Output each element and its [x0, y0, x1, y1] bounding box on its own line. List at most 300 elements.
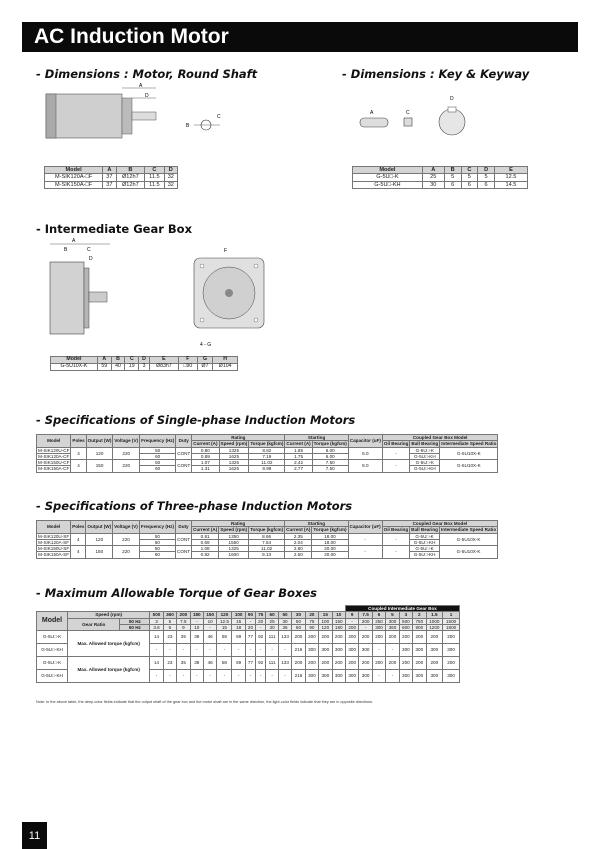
- table-cell: 200: [332, 657, 345, 670]
- table-cell: 1000: [426, 618, 443, 624]
- section-title-gearbox: - Intermediate Gear Box: [36, 222, 192, 236]
- table-cell: 200: [443, 631, 460, 644]
- table-cell: G-5U□-KH: [353, 181, 423, 188]
- table-cell: 11.5: [145, 181, 164, 188]
- table-cell: 1800: [443, 624, 460, 630]
- table-header-cell: Starting: [285, 435, 348, 441]
- table-cell: M-SIK150U-CF: [38, 460, 70, 466]
- table-cell: 133: [278, 657, 291, 670]
- table-cell: 111: [266, 631, 279, 644]
- gearbox-dimension-table: [50, 356, 238, 371]
- table-cell: -: [190, 618, 203, 624]
- table-cell: 10: [190, 624, 203, 630]
- table-cell: 500: [399, 618, 412, 624]
- table-cell: -: [190, 644, 203, 657]
- table-cell: 200: [386, 657, 399, 670]
- table-cell: -: [177, 644, 190, 657]
- page-number: 11: [22, 822, 47, 849]
- table-cell: G-5U□-KH: [37, 670, 68, 683]
- table-header-cell: Torque (kgfcm): [313, 441, 347, 447]
- table-header-cell: Output (W): [86, 521, 113, 534]
- table-row: [37, 447, 498, 453]
- table-cell: G-5U□-KH: [410, 552, 440, 558]
- table-cell: 220: [113, 460, 140, 473]
- table-cell: 2.80: [285, 546, 312, 552]
- table-header-cell: 500: [150, 612, 163, 618]
- table-cell: 1325: [219, 546, 249, 552]
- table-header-cell: 7.5: [359, 612, 372, 618]
- table-header-cell: 9: [345, 612, 358, 618]
- table-cell: G-5U□-KH: [410, 466, 440, 472]
- table-header-cell: 75: [256, 612, 266, 618]
- table-cell: 19: [125, 363, 139, 370]
- table-cell: 69: [232, 631, 245, 644]
- table-cell: 4: [71, 447, 86, 460]
- gearbox-front-drawing: [190, 248, 270, 354]
- table-cell: 0.81: [192, 533, 219, 539]
- table-cell: 1.75: [285, 453, 312, 459]
- table-row: [37, 460, 498, 466]
- table-cell: 1625: [219, 453, 249, 459]
- table-cell: □90: [179, 363, 198, 370]
- table-header-cell: Model: [51, 357, 98, 364]
- table-cell: 7.19: [249, 453, 285, 459]
- table-header-cell: Rating: [192, 521, 285, 527]
- table-cell: 7.50: [312, 466, 348, 472]
- table-cell: 2.60: [285, 552, 312, 558]
- table-header-cell: Coupled Gear Box Model: [382, 521, 497, 527]
- table-header-cell: Model: [37, 435, 71, 448]
- table-row: [37, 533, 498, 539]
- table-cell: -: [163, 670, 176, 683]
- table-header-cell: A: [422, 167, 444, 174]
- table-cell: -: [245, 670, 255, 683]
- table-cell: 75: [305, 618, 318, 624]
- table-cell: 2.35: [285, 533, 312, 539]
- table-cell: 300: [332, 644, 345, 657]
- table-cell: 46: [203, 631, 216, 644]
- table-header-cell: Ball Bearing: [411, 527, 438, 533]
- table-cell: M-SIK120A-CF: [38, 453, 70, 459]
- table-header-cell: Model: [45, 167, 103, 174]
- table-cell: 60: [140, 453, 176, 459]
- table-cell: 32: [164, 174, 177, 181]
- table-header-cell: Poles: [71, 435, 86, 448]
- section-title-three: - Specifications of Three-phase Induction Motors: [36, 499, 353, 513]
- table-cell: Ø83h7: [149, 363, 178, 370]
- table-cell: -: [382, 447, 410, 460]
- table-cell: 2.42: [285, 460, 312, 466]
- table-cell: 150: [332, 618, 345, 624]
- table-cell: 200: [399, 631, 412, 644]
- table-cell: 12.5: [217, 618, 232, 624]
- table-cell: 300: [399, 670, 412, 683]
- table-cell: -: [372, 644, 385, 657]
- table-header-cell: C: [145, 167, 164, 174]
- table-cell: 200: [345, 624, 358, 630]
- table-cell: 750: [413, 618, 426, 624]
- table-cell: 3.6: [150, 624, 163, 630]
- table-cell: -: [386, 644, 399, 657]
- table-cell: 15: [217, 624, 232, 630]
- table-cell: 1.85: [285, 447, 312, 453]
- single-phase-spec-table: [36, 434, 498, 473]
- table-cell: G-5U10X-K: [440, 447, 498, 460]
- table-cell: -: [177, 670, 190, 683]
- table-cell: 9: [177, 624, 190, 630]
- table-header-cell: H: [213, 357, 238, 364]
- table-header-cell: Speed (rpm): [220, 527, 248, 533]
- table-cell: 900: [413, 624, 426, 630]
- table-header-cell: Model: [37, 612, 68, 631]
- table-cell: 120: [319, 624, 332, 630]
- table-cell: 150: [86, 546, 113, 559]
- table-cell: CONT: [176, 460, 192, 473]
- table-cell: 6.0: [348, 447, 382, 460]
- table-cell: G-5U□-K: [353, 174, 423, 181]
- table-cell: 77: [245, 657, 255, 670]
- table-cell: -: [232, 644, 245, 657]
- table-cell: -: [348, 533, 382, 546]
- table-cell: 6: [444, 181, 461, 188]
- table-header-cell: Capacitor (uF): [348, 521, 382, 534]
- table-cell: -: [232, 670, 245, 683]
- table-header-cell: Intermediate Speed Ratio: [441, 441, 497, 447]
- table-cell: 14: [150, 657, 163, 670]
- table-cell: 50: [140, 460, 176, 466]
- table-cell: 1200: [426, 624, 443, 630]
- table-cell: 300: [305, 670, 318, 683]
- table-cell: 250: [372, 618, 385, 624]
- table-header-cell: C: [125, 357, 139, 364]
- gear-label-c: C: [87, 247, 91, 253]
- table-cell: Max. Allowed torque (kgfcm): [68, 631, 150, 657]
- table-cell: G-5U□-K: [37, 631, 68, 644]
- section-title-single: - Specifications of Single-phase Induction Motors: [36, 413, 356, 427]
- table-cell: 92: [256, 657, 266, 670]
- table-cell: 4: [71, 533, 86, 546]
- table-cell: 6.00: [312, 447, 348, 453]
- table-row: [37, 657, 460, 670]
- table-cell: 18.00: [312, 539, 348, 545]
- table-header-cell: 2: [413, 612, 426, 618]
- table-cell: 300: [386, 618, 399, 624]
- note-text: Note: In the above table, the deep-color fields indicate that the output shaft of the gear box and the motor shaft are in the same direction, the light-color fields indicate that they are in opposite directions.: [36, 700, 374, 704]
- table-header-cell: Speed (rpm): [68, 612, 150, 618]
- section-title-torque: - Maximum Allowable Torque of Gear Boxes: [36, 586, 318, 600]
- table-header-cell: Ball Bearing: [411, 441, 439, 447]
- table-cell: 30: [266, 624, 279, 630]
- table-header-cell: B: [111, 357, 125, 364]
- table-cell: 300: [305, 644, 318, 657]
- table-cell: 7.5: [177, 618, 190, 624]
- table-cell: 35: [177, 657, 190, 670]
- table-cell: G-5U10X-K: [439, 546, 497, 559]
- table-cell: 300: [413, 644, 426, 657]
- table-header-cell: 150: [203, 612, 216, 618]
- table-cell: 120: [86, 533, 113, 546]
- key-label-a: A: [370, 110, 374, 116]
- table-header-cell: G: [197, 357, 213, 364]
- table-cell: 200: [292, 631, 305, 644]
- table-cell: 37: [103, 181, 116, 188]
- table-header-cell: 90: [245, 612, 255, 618]
- table-header-cell: 120: [217, 612, 232, 618]
- table-header-cell: Current (A): [193, 527, 218, 533]
- table-header-row: [45, 167, 178, 174]
- table-cell: 9.13: [249, 552, 285, 558]
- table-cell: 300: [319, 644, 332, 657]
- table-cell: 60: [139, 552, 175, 558]
- table-cell: 60: [292, 624, 305, 630]
- table-header-cell: A: [103, 167, 116, 174]
- section-title-dim-motor: - Dimensions : Motor, Round Shaft: [36, 67, 258, 81]
- table-cell: -: [345, 618, 358, 624]
- table-header-cell: F: [179, 357, 198, 364]
- table-cell: 11.02: [249, 546, 285, 552]
- table-cell: 200: [372, 657, 385, 670]
- table-cell: 216: [292, 670, 305, 683]
- table-cell: 58: [217, 631, 232, 644]
- table-cell: 150: [86, 460, 113, 473]
- gearbox-side-drawing: [42, 240, 132, 338]
- table-header-cell: 10: [332, 612, 345, 618]
- table-cell: 5: [461, 174, 478, 181]
- table-cell: 0.69: [192, 539, 219, 545]
- dim-label-d: D: [145, 93, 149, 99]
- table-header-cell: 5: [386, 612, 399, 618]
- table-cell: 300: [332, 670, 345, 683]
- table-header-cell: Model: [353, 167, 423, 174]
- table-cell: 35: [177, 631, 190, 644]
- table-header-cell: 1: [443, 612, 460, 618]
- table-cell: -: [245, 644, 255, 657]
- table-cell: G-5U□-KH: [37, 644, 68, 657]
- key-drawing: [356, 94, 496, 140]
- table-cell: G-5U□-K: [37, 657, 68, 670]
- table-cell: 300: [399, 644, 412, 657]
- table-header-cell: Voltage (V): [113, 435, 140, 448]
- table-cell: G-5U10X-K: [440, 460, 498, 473]
- shaft-end-drawing: [186, 114, 226, 136]
- table-cell: G-5U□-K: [410, 460, 440, 466]
- table-cell: 216: [292, 644, 305, 657]
- table-cell: -: [150, 644, 163, 657]
- table-cell: Ø12h7: [116, 181, 145, 188]
- table-header-cell: D: [164, 167, 177, 174]
- key-dimension-table: [352, 166, 528, 189]
- table-row: [45, 174, 178, 181]
- table-cell: -: [266, 644, 279, 657]
- table-header-cell: Current (A): [286, 527, 311, 533]
- table-cell: 0.80: [192, 447, 219, 453]
- table-header-cell: D: [478, 167, 495, 174]
- table-cell: -: [217, 670, 232, 683]
- table-cell: 1.31: [192, 466, 219, 472]
- table-row: [37, 546, 498, 552]
- table-cell: 20: [245, 624, 255, 630]
- table-header-cell: Torque (kgfcm): [250, 527, 284, 533]
- table-cell: 50: [292, 618, 305, 624]
- table-header-cell: E: [149, 357, 178, 364]
- page-title: AC Induction Motor: [22, 22, 578, 52]
- table-cell: 36: [278, 624, 291, 630]
- table-cell: 200: [386, 631, 399, 644]
- table-cell: 300: [443, 644, 460, 657]
- table-cell: 50: [140, 447, 176, 453]
- table-cell: -: [256, 624, 266, 630]
- table-cell: -: [359, 624, 372, 630]
- table-header-cell: E: [494, 167, 527, 174]
- table-cell: G-5U□-K: [410, 533, 440, 539]
- table-cell: 4: [71, 546, 86, 559]
- table-cell: -: [256, 644, 266, 657]
- table-cell: 1600: [219, 552, 249, 558]
- table-cell: 300: [345, 670, 358, 683]
- table-cell: 8.66: [249, 533, 285, 539]
- table-cell: 1.07: [192, 460, 219, 466]
- table-cell: -: [203, 644, 216, 657]
- table-cell: 200: [345, 657, 358, 670]
- table-cell: 60: [140, 466, 176, 472]
- table-cell: M-SIK120U-SF: [38, 533, 70, 539]
- table-cell: -: [256, 670, 266, 683]
- table-header-cell: Capacitor (uF): [348, 435, 382, 448]
- table-cell: 7.54: [249, 539, 285, 545]
- table-header-cell: Starting: [285, 521, 348, 527]
- table-header-cell: A: [97, 357, 111, 364]
- table-cell: 11.02: [249, 460, 285, 466]
- table-cell: -: [386, 670, 399, 683]
- table-cell: 200: [372, 631, 385, 644]
- table-cell: 92: [256, 631, 266, 644]
- table-cell: 32: [164, 181, 177, 188]
- gear-label-f: F: [224, 248, 228, 254]
- table-header-cell: B: [444, 167, 461, 174]
- table-header-cell: Oil Bearing: [383, 527, 409, 533]
- table-cell: G-5U□-KH: [410, 453, 440, 459]
- table-cell: 18: [232, 624, 245, 630]
- table-cell: 6: [461, 181, 478, 188]
- table-cell: 200: [292, 657, 305, 670]
- table-cell: 8.0: [348, 460, 382, 473]
- table-row: [45, 181, 178, 188]
- table-cell: 300: [443, 670, 460, 683]
- table-cell: 10: [203, 618, 216, 624]
- table-cell: 200: [443, 657, 460, 670]
- table-cell: Max. Allowed torque (kgfcm): [68, 657, 150, 683]
- table-cell: 1550: [219, 539, 249, 545]
- table-cell: 3: [150, 618, 163, 624]
- table-header-cell: Duty: [176, 521, 192, 534]
- table-cell: 133: [278, 631, 291, 644]
- table-cell: 3: [139, 363, 150, 370]
- motor-drawing: [44, 83, 184, 144]
- table-cell: 0.82: [192, 552, 219, 558]
- table-cell: 58: [217, 657, 232, 670]
- table-cell: 600: [399, 624, 412, 630]
- table-cell: 4: [71, 460, 86, 473]
- table-cell: 40: [111, 363, 125, 370]
- motor-dimension-table: [44, 166, 178, 189]
- table-header-cell: Frequency (Hz): [139, 521, 175, 534]
- table-cell: 300: [359, 644, 372, 657]
- table-row: [37, 631, 460, 644]
- table-cell: G-5U□-K: [410, 447, 440, 453]
- table-cell: -: [372, 670, 385, 683]
- table-cell: 200: [413, 657, 426, 670]
- table-cell: 200: [345, 631, 358, 644]
- table-cell: -: [266, 670, 279, 683]
- table-cell: 50: [139, 546, 175, 552]
- table-cell: 25: [422, 174, 444, 181]
- table-cell: G-5U10X-K: [439, 533, 497, 546]
- key-label-c: C: [406, 110, 410, 116]
- table-cell: -: [203, 624, 216, 630]
- table-cell: 200: [319, 631, 332, 644]
- table-header-row: [353, 167, 528, 174]
- section-title-dim-key: - Dimensions : Key & Keyway: [342, 67, 530, 81]
- table-cell: 200: [359, 657, 372, 670]
- table-cell: 0.89: [192, 453, 219, 459]
- table-cell: 111: [266, 657, 279, 670]
- table-cell: 38: [190, 631, 203, 644]
- table-cell: -: [203, 670, 216, 683]
- table-cell: M-SIK150U-SF: [38, 546, 70, 552]
- table-cell: M-SIK150A-□F: [45, 181, 103, 188]
- dim-label-b: B: [186, 123, 190, 129]
- table-cell: 300: [345, 644, 358, 657]
- table-cell: -: [150, 670, 163, 683]
- table-cell: 69: [232, 657, 245, 670]
- key-label-d: D: [450, 96, 454, 102]
- table-header-cell: Voltage (V): [113, 521, 140, 534]
- table-cell: 8.82: [249, 447, 285, 453]
- table-cell: 23: [163, 631, 176, 644]
- table-cell: 300: [372, 624, 385, 630]
- table-header-cell: 3: [399, 612, 412, 618]
- table-header-cell: 180: [190, 612, 203, 618]
- table-cell: 300: [413, 670, 426, 683]
- table-cell: 6: [478, 181, 495, 188]
- table-cell: 220: [113, 533, 140, 546]
- dim-label-a: A: [139, 83, 143, 89]
- table-cell: 200: [305, 631, 318, 644]
- gear-label-b: B: [64, 247, 68, 253]
- table-header-cell: Speed (rpm): [220, 441, 248, 447]
- table-cell: Ø7: [197, 363, 213, 370]
- table-cell: 20.00: [312, 546, 348, 552]
- table-cell: -: [278, 644, 291, 657]
- table-cell: 300: [426, 670, 443, 683]
- table-header-cell: Intermediate Speed Ratio: [440, 527, 497, 533]
- table-cell: 59: [97, 363, 111, 370]
- table-cell: 200: [319, 657, 332, 670]
- table-cell: 220: [113, 546, 140, 559]
- table-cell: 5: [163, 618, 176, 624]
- table-header-cell: 360: [163, 612, 176, 618]
- table-cell: G-5U□-K: [410, 546, 440, 552]
- table-cell: Ø12h7: [116, 174, 145, 181]
- table-cell: 30: [278, 618, 291, 624]
- table-header-cell: Current (A): [286, 441, 311, 447]
- table-header-cell: 50 Hz: [120, 618, 150, 624]
- table-header-cell: 200: [177, 612, 190, 618]
- table-header-cell: Output (W): [86, 435, 113, 448]
- table-cell: -: [278, 670, 291, 683]
- table-cell: M-SIK120A-SF: [38, 539, 70, 545]
- table-cell: 50: [139, 533, 175, 539]
